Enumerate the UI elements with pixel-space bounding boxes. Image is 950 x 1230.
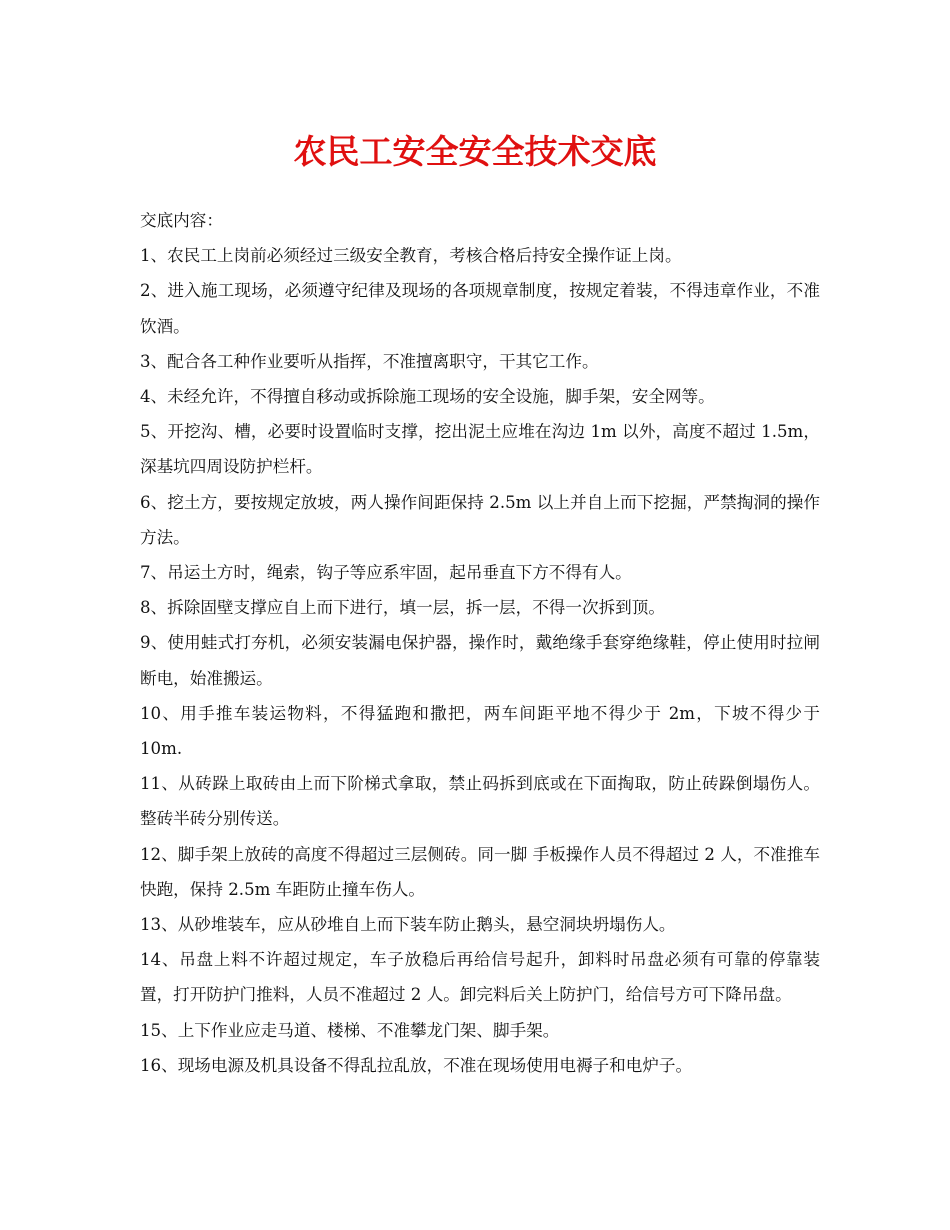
rule-item-5: 5、开挖沟、槽，必要时设置临时支撑，挖出泥土应堆在沟边 1m 以外，高度不超过 1.5m，深基坑四周设防护栏杆。: [140, 422, 820, 477]
rule-item-16: 16、现场电源及机具设备不得乱拉乱放，不准在现场使用电褥子和电炉子。: [140, 1055, 693, 1075]
rule-item-4: 4、未经允许，不得擅自移动或拆除施工现场的安全设施，脚手架，安全网等。: [140, 387, 715, 407]
rule-item-11: 11、从砖跺上取砖由上而下阶梯式拿取，禁止码拆到底或在下面掏取，防止砖跺倒塌伤人。整砖半砖分别传送。: [140, 774, 820, 829]
document-title: 农民工安全安全技术交底: [293, 132, 657, 171]
rule-item-14: 14、吊盘上料不许超过规定，车子放稳后再给信号起升，卸料时吊盘必须有可靠的停靠装置，打开防护门推料，人员不准超过 2 人。卸完料后关上防护门，给信号方可下降吊盘。: [140, 950, 820, 1005]
rule-item-9: 9、使用蛙式打夯机，必须安装漏电保护器，操作时，戴绝缘手套穿绝缘鞋，停止使用时拉闸断电，始准搬运。: [140, 633, 820, 688]
rule-item-8: 8、拆除固壁支撑应自上而下进行，填一层，拆一层，不得一次拆到顶。: [140, 598, 665, 618]
rule-item-6: 6、挖土方，要按规定放坡，两人操作间距保持 2.5m 以上并自上而下挖掘，严禁掏洞的操作方法。: [140, 492, 820, 547]
rule-item-3: 3、配合各工种作业要听从指挥，不准擅离职守，干其它工作。: [140, 351, 599, 371]
intro-label: 交底内容：: [140, 211, 223, 230]
rule-item-2: 2、进入施工现场，必须遵守纪律及现场的各项规章制度，按规定着装，不得违章作业，不准饮酒。: [140, 281, 820, 336]
rule-item-7: 7、吊运土方时，绳索，钩子等应系牢固，起吊垂直下方不得有人。: [140, 563, 632, 583]
rule-item-15: 15、上下作业应走马道、楼梯、不准攀龙门架、脚手架。: [140, 1020, 560, 1040]
document-body: [140, 203, 820, 1083]
rule-item-12: 12、脚手架上放砖的高度不得超过三层侧砖。同一脚 手板操作人员不得超过 2 人，不准推车快跑，保持 2.5m 车距防止撞车伤人。: [140, 844, 820, 899]
rule-item-13: 13、从砂堆装车，应从砂堆自上而下装车防止鹅头，悬空洞块坍塌伤人。: [140, 915, 676, 935]
rule-item-10: 10、用手推车装运物料，不得猛跑和撒把，两车间距平地不得少于 2m，下坡不得少于 10m.: [140, 703, 820, 759]
rule-item-1: 1、农民工上岗前必须经过三级安全教育，考核合格后持安全操作证上岗。: [140, 246, 682, 266]
